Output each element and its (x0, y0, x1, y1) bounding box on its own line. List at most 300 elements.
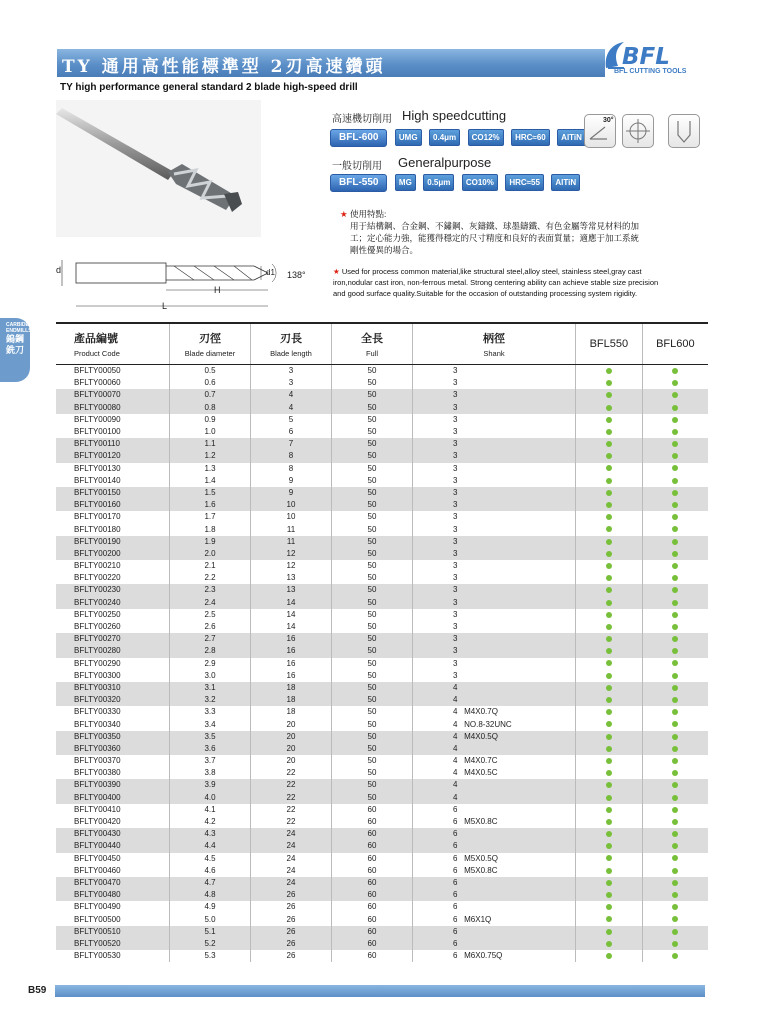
drill-diagram (54, 256, 314, 316)
cell-full-length: 50 (332, 597, 413, 609)
cell-blade-length: 10 (251, 511, 332, 523)
cell-blade-diameter: 2.9 (170, 658, 251, 670)
cell-bfl600 (642, 804, 708, 816)
cell-product-code: BFLTY00510 (56, 926, 170, 938)
cell-blade-length: 26 (251, 938, 332, 950)
table-row (56, 438, 708, 450)
cell-blade-diameter: 3.6 (170, 743, 251, 755)
table-row (56, 828, 708, 840)
cell-shank: 6 M5X0.5Q (413, 853, 576, 865)
availability-dot-icon (672, 843, 678, 849)
availability-dot-icon (606, 868, 612, 874)
cell-blade-diameter: 4.4 (170, 840, 251, 852)
cell-blade-length: 11 (251, 536, 332, 548)
cell-bfl600 (642, 377, 708, 389)
availability-dot-icon (672, 575, 678, 581)
grade-600-label-zh: 高速機切削用 (332, 114, 392, 125)
cell-shank: 3 (413, 475, 576, 487)
cell-blade-length: 13 (251, 572, 332, 584)
availability-dot-icon (606, 929, 612, 935)
cell-product-code: BFLTY00270 (56, 633, 170, 645)
cell-blade-length: 24 (251, 840, 332, 852)
cell-full-length: 50 (332, 670, 413, 682)
cell-bfl550 (576, 389, 643, 401)
cell-shank: 3 (413, 560, 576, 572)
cell-blade-diameter: 1.4 (170, 475, 251, 487)
cell-blade-length: 26 (251, 913, 332, 925)
cell-bfl600 (642, 950, 708, 962)
cell-shank: 6 M6X1Q (413, 913, 576, 925)
cell-bfl600 (642, 901, 708, 913)
availability-dot-icon (672, 660, 678, 666)
availability-dot-icon (606, 478, 612, 484)
grade-550-label-en: Generalpurpose (398, 155, 492, 170)
availability-dot-icon (672, 819, 678, 825)
cell-product-code: BFLTY00390 (56, 779, 170, 791)
cell-blade-length: 8 (251, 463, 332, 475)
cell-bfl600 (642, 487, 708, 499)
cell-shank: 3 (413, 377, 576, 389)
notes-heading: 使用特點: (350, 209, 387, 219)
availability-dot-icon (606, 502, 612, 508)
availability-dot-icon (606, 795, 612, 801)
cell-shank: 6 M5X0.8C (413, 865, 576, 877)
cell-blade-diameter: 0.7 (170, 389, 251, 401)
cell-product-code: BFLTY00140 (74, 475, 121, 485)
cell-bfl600 (642, 889, 708, 901)
availability-dot-icon (606, 441, 612, 447)
cell-full-length: 50 (332, 572, 413, 584)
cell-product-code: BFLTY00090 (74, 414, 121, 424)
cell-bfl550 (576, 731, 643, 743)
cell-shank: 4 (413, 694, 576, 706)
availability-dot-icon (606, 417, 612, 423)
cell-blade-length: 20 (251, 731, 332, 743)
cell-shank: 3 (413, 597, 576, 609)
availability-dot-icon (606, 453, 612, 459)
cell-full-length: 50 (332, 377, 413, 389)
cell-blade-length: 12 (251, 548, 332, 560)
cell-bfl550 (576, 645, 643, 657)
cell-shank: 6 (413, 828, 576, 840)
cell-bfl600 (642, 755, 708, 767)
cell-blade-diameter: 1.7 (170, 511, 251, 523)
cell-full-length: 50 (332, 743, 413, 755)
availability-dot-icon (672, 465, 678, 471)
cell-product-code: BFLTY00250 (74, 609, 121, 619)
cell-bfl600 (642, 767, 708, 779)
availability-dot-icon (606, 465, 612, 471)
cell-full-length: 50 (332, 536, 413, 548)
cell-bfl550 (576, 499, 643, 511)
table-row (56, 767, 708, 779)
table-row (56, 658, 708, 670)
cell-shank: 6 M6X0.75Q (413, 950, 576, 962)
cell-product-code: BFLTY00160 (56, 499, 170, 511)
cell-bfl550 (576, 450, 643, 462)
table-row (56, 682, 708, 694)
cell-bfl600 (642, 389, 708, 401)
cell-full-length: 60 (332, 913, 413, 925)
cell-full-length: 60 (332, 938, 413, 950)
cell-blade-diameter: 4.2 (170, 816, 251, 828)
grade-550-chip: 0.5μm (423, 174, 454, 191)
availability-dot-icon (672, 514, 678, 520)
spec-table (56, 322, 708, 962)
cell-shank: 3 (413, 426, 576, 438)
cell-blade-length: 9 (251, 475, 332, 487)
cell-blade-length: 24 (251, 877, 332, 889)
cell-bfl550 (576, 365, 643, 378)
table-row (56, 584, 708, 596)
cell-blade-length: 3 (251, 365, 332, 378)
cell-bfl600 (642, 706, 708, 718)
cell-product-code: BFLTY00520 (56, 938, 170, 950)
cell-full-length: 50 (332, 426, 413, 438)
cell-full-length: 50 (332, 718, 413, 730)
cell-shank: 3 (413, 536, 576, 548)
availability-dot-icon (606, 916, 612, 922)
cell-blade-diameter: 3.3 (170, 706, 251, 718)
cell-product-code: BFLTY00260 (74, 622, 121, 632)
cell-product-code: BFLTY00290 (74, 658, 121, 668)
table-row (56, 414, 708, 426)
cell-product-code: BFLTY00380 (74, 768, 121, 778)
grade-600-chip: UMG (395, 129, 422, 146)
availability-dot-icon (672, 587, 678, 593)
availability-dot-icon (606, 429, 612, 435)
availability-dot-icon (606, 587, 612, 593)
cell-full-length: 50 (332, 389, 413, 401)
page-title: TY 通用高性能標準型 2刃高速鑽頭 (62, 57, 386, 77)
table-header-row (56, 323, 708, 365)
cell-full-length: 50 (332, 779, 413, 791)
table-row (56, 426, 708, 438)
cell-full-length: 60 (332, 853, 413, 865)
cell-blade-length: 3 (251, 377, 332, 389)
availability-dot-icon (672, 795, 678, 801)
cell-bfl600 (642, 438, 708, 450)
cell-shank: 3 (413, 609, 576, 621)
cell-shank: 4 M4X0.5C (413, 767, 576, 779)
cell-bfl550 (576, 840, 643, 852)
cell-bfl550 (576, 828, 643, 840)
cell-blade-length: 7 (251, 438, 332, 450)
grade-550-badge: BFL-550 (330, 174, 387, 192)
logo-subtext: BFL CUTTING TOOLS (614, 68, 687, 75)
cell-blade-diameter: 1.5 (170, 487, 251, 499)
table-row (56, 377, 708, 389)
cell-bfl550 (576, 572, 643, 584)
cell-product-code: BFLTY00130 (74, 463, 121, 473)
cell-blade-diameter: 4.1 (170, 804, 251, 816)
table-row (56, 365, 708, 378)
cell-blade-diameter: 5.0 (170, 913, 251, 925)
cell-bfl550 (576, 511, 643, 523)
cell-blade-length: 16 (251, 670, 332, 682)
cell-full-length: 50 (332, 414, 413, 426)
availability-dot-icon (672, 539, 678, 545)
cell-product-code: BFLTY00100 (74, 427, 121, 437)
cell-shank: 3 (413, 511, 576, 523)
cell-bfl550 (576, 950, 643, 962)
cell-blade-length: 11 (251, 523, 332, 535)
cell-product-code: BFLTY00420 (74, 817, 121, 827)
availability-dot-icon (672, 892, 678, 898)
cell-full-length: 60 (332, 926, 413, 938)
cell-blade-diameter: 1.6 (170, 499, 251, 511)
cell-bfl550 (576, 755, 643, 767)
cell-bfl550 (576, 877, 643, 889)
cell-product-code: BFLTY00190 (56, 536, 170, 548)
availability-dot-icon (606, 514, 612, 520)
cell-blade-length: 22 (251, 816, 332, 828)
availability-dot-icon (606, 392, 612, 398)
availability-dot-icon (606, 782, 612, 788)
availability-dot-icon (606, 685, 612, 691)
cell-bfl550 (576, 718, 643, 730)
table-row (56, 877, 708, 889)
dim-H: H (214, 285, 221, 295)
cell-product-code: BFLTY00170 (74, 512, 121, 522)
cell-product-code: BFLTY00500 (74, 914, 121, 924)
cell-shank: 3 (413, 633, 576, 645)
availability-dot-icon (606, 892, 612, 898)
cell-full-length: 50 (332, 633, 413, 645)
cell-full-length: 50 (332, 499, 413, 511)
dim-L: L (162, 301, 168, 311)
cell-full-length: 50 (332, 523, 413, 535)
availability-dot-icon (606, 636, 612, 642)
cell-bfl600 (642, 463, 708, 475)
cell-blade-length: 4 (251, 389, 332, 401)
cell-blade-length: 14 (251, 621, 332, 633)
grade-600-label-en: High speedcutting (402, 108, 507, 123)
cell-bfl550 (576, 865, 643, 877)
availability-dot-icon (672, 904, 678, 910)
table-row (56, 511, 708, 523)
side-tab-zh: 鎢鋼銑刀 (6, 334, 25, 355)
cell-shank: 6 (413, 901, 576, 913)
cell-shank: 4 M4X0.5Q (413, 731, 576, 743)
v-symbol-box (668, 114, 700, 148)
cell-blade-length: 8 (251, 450, 332, 462)
cell-product-code: BFLTY00210 (74, 561, 121, 571)
table-row (56, 536, 708, 548)
table-row (56, 792, 708, 804)
availability-dot-icon (606, 855, 612, 861)
cell-blade-diameter: 4.7 (170, 877, 251, 889)
cell-blade-diameter: 3.4 (170, 718, 251, 730)
table-row (56, 853, 708, 865)
cell-bfl550 (576, 901, 643, 913)
cell-shank: 3 (413, 670, 576, 682)
table-row (56, 670, 708, 682)
cell-bfl600 (642, 426, 708, 438)
cell-shank: 4 (413, 682, 576, 694)
cell-blade-diameter: 0.6 (170, 377, 251, 389)
cell-bfl600 (642, 365, 708, 378)
col-product-code: 產品編號 Product Code (56, 323, 170, 365)
cell-blade-length: 14 (251, 609, 332, 621)
table-row (56, 475, 708, 487)
grade-550-chip: CO10% (462, 174, 498, 191)
cell-blade-length: 14 (251, 597, 332, 609)
cell-blade-diameter: 3.5 (170, 731, 251, 743)
cell-bfl600 (642, 499, 708, 511)
notes-body-en: Used for process common material,like structural steel,alloy steel, stainless steel,gray cast iron,nodular cast iron, non-ferrous metal. Strong centering ability can achieve stable size precision and good surface quality.Suitable for the occasion of outstanding processing system rigidity. (333, 267, 659, 298)
cell-bfl550 (576, 792, 643, 804)
cell-bfl600 (642, 475, 708, 487)
cell-product-code: BFLTY00480 (56, 889, 170, 901)
availability-dot-icon (672, 673, 678, 679)
cell-shank: 6 (413, 926, 576, 938)
availability-dot-icon (606, 807, 612, 813)
cell-blade-diameter: 0.5 (170, 365, 251, 378)
col-blade-length: 刃長 Blade length (251, 323, 332, 365)
cell-product-code: BFLTY00080 (56, 402, 170, 414)
table-row (56, 865, 708, 877)
cell-blade-length: 26 (251, 950, 332, 962)
cell-product-code: BFLTY00150 (56, 487, 170, 499)
cell-shank: 6 M5X0.8C (413, 816, 576, 828)
cell-full-length: 50 (332, 584, 413, 596)
cell-bfl550 (576, 426, 643, 438)
availability-dot-icon (606, 490, 612, 496)
table-row (56, 706, 708, 718)
cell-bfl600 (642, 572, 708, 584)
cell-bfl550 (576, 816, 643, 828)
crosshair-icon (623, 115, 653, 147)
table-row (56, 597, 708, 609)
cell-bfl600 (642, 828, 708, 840)
cell-full-length: 50 (332, 621, 413, 633)
cell-bfl600 (642, 523, 708, 535)
cell-product-code: BFLTY00320 (56, 694, 170, 706)
cell-shank: 3 (413, 645, 576, 657)
cell-bfl600 (642, 597, 708, 609)
cell-blade-diameter: 3.1 (170, 682, 251, 694)
availability-dot-icon (606, 904, 612, 910)
cell-bfl550 (576, 743, 643, 755)
cell-bfl550 (576, 779, 643, 791)
availability-dot-icon (672, 429, 678, 435)
table-row (56, 633, 708, 645)
availability-dot-icon (672, 453, 678, 459)
cell-product-code: BFLTY00340 (74, 719, 121, 729)
cell-full-length: 60 (332, 804, 413, 816)
availability-dot-icon (672, 758, 678, 764)
availability-dot-icon (672, 526, 678, 532)
star-icon: ★ (333, 267, 340, 276)
cell-bfl550 (576, 548, 643, 560)
cell-shank: 4 M4X0.7Q (413, 706, 576, 718)
cell-bfl550 (576, 560, 643, 572)
cell-blade-length: 4 (251, 402, 332, 414)
cell-full-length: 60 (332, 840, 413, 852)
cell-bfl600 (642, 913, 708, 925)
cell-blade-diameter: 3.2 (170, 694, 251, 706)
cell-full-length: 60 (332, 828, 413, 840)
cell-bfl600 (642, 511, 708, 523)
cell-product-code: BFLTY00410 (74, 804, 121, 814)
cell-blade-length: 6 (251, 426, 332, 438)
availability-dot-icon (606, 746, 612, 752)
cell-shank: 6 (413, 877, 576, 889)
table-row (56, 889, 708, 901)
cell-product-code: BFLTY00310 (56, 682, 170, 694)
cell-product-code: BFLTY00300 (74, 670, 121, 680)
notes-en (333, 266, 665, 299)
availability-dot-icon (672, 734, 678, 740)
cell-shank: 4 M4X0.7C (413, 755, 576, 767)
cell-bfl600 (642, 877, 708, 889)
cell-full-length: 50 (332, 438, 413, 450)
availability-dot-icon (672, 636, 678, 642)
cell-blade-length: 22 (251, 792, 332, 804)
availability-dot-icon (672, 502, 678, 508)
availability-dot-icon (672, 624, 678, 630)
cell-bfl600 (642, 853, 708, 865)
cell-blade-length: 16 (251, 645, 332, 657)
availability-dot-icon (606, 843, 612, 849)
cell-shank: 3 (413, 548, 576, 560)
grade-550-row (330, 172, 580, 192)
table-row (56, 463, 708, 475)
dim-d: d (56, 265, 62, 275)
cell-shank: 4 (413, 792, 576, 804)
cell-full-length: 50 (332, 463, 413, 475)
cell-blade-diameter: 0.9 (170, 414, 251, 426)
cell-blade-length: 22 (251, 767, 332, 779)
availability-dot-icon (672, 600, 678, 606)
cell-bfl550 (576, 694, 643, 706)
grade-550-chip: AlTiN (551, 174, 580, 191)
table-row (56, 402, 708, 414)
availability-dot-icon (606, 539, 612, 545)
cell-bfl600 (642, 536, 708, 548)
cell-bfl600 (642, 402, 708, 414)
cell-bfl600 (642, 658, 708, 670)
cell-bfl550 (576, 658, 643, 670)
cell-product-code: BFLTY00070 (56, 389, 170, 401)
cell-shank: 3 (413, 487, 576, 499)
availability-dot-icon (672, 563, 678, 569)
cell-blade-diameter: 4.6 (170, 865, 251, 877)
cell-shank: 6 (413, 840, 576, 852)
cell-bfl600 (642, 621, 708, 633)
table-row (56, 779, 708, 791)
cell-blade-diameter: 3.0 (170, 670, 251, 682)
cell-blade-diameter: 4.8 (170, 889, 251, 901)
availability-dot-icon (606, 697, 612, 703)
cell-blade-length: 22 (251, 779, 332, 791)
cell-blade-length: 18 (251, 706, 332, 718)
cell-product-code: BFLTY00220 (74, 573, 121, 583)
table-row (56, 840, 708, 852)
cell-bfl550 (576, 621, 643, 633)
cell-bfl600 (642, 694, 708, 706)
table-row (56, 694, 708, 706)
cell-product-code: BFLTY00470 (56, 877, 170, 889)
cell-product-code: BFLTY00330 (74, 707, 121, 717)
cell-shank: 3 (413, 438, 576, 450)
table-row (56, 816, 708, 828)
cell-full-length: 50 (332, 792, 413, 804)
cell-bfl550 (576, 377, 643, 389)
cell-blade-length: 20 (251, 743, 332, 755)
table-row (56, 804, 708, 816)
